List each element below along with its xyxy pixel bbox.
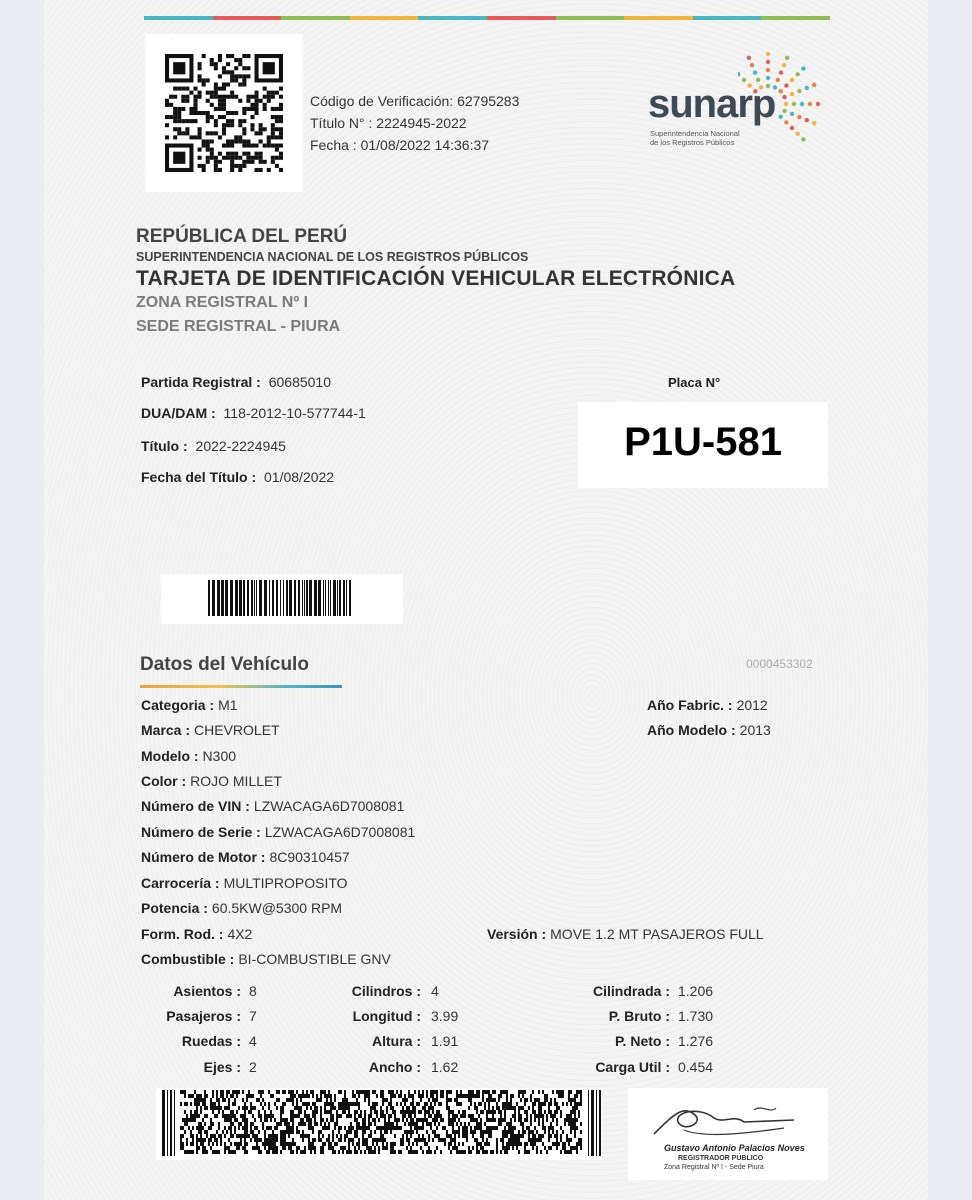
pbruto-value: 1.730 <box>678 1008 714 1024</box>
fecha-titulo-row <box>141 469 334 485</box>
qr-code-icon <box>165 54 283 172</box>
cilindrada-value-cell <box>674 983 713 999</box>
serie-label: Número de Serie : <box>141 824 261 840</box>
combustible-label: Combustible : <box>141 951 235 967</box>
asientos-value: 8 <box>249 983 257 999</box>
cilindros-label: Cilindros : <box>351 983 421 999</box>
dua-value: 118-2012-10-577744-1 <box>223 405 366 421</box>
pasajeros-label-cell <box>104 1008 241 1024</box>
section-title: Datos del Vehículo <box>140 654 309 675</box>
signer-name: Gustavo Antonio Palacios Noves <box>664 1143 805 1153</box>
anio-modelo-row <box>647 722 771 738</box>
stripe-segment <box>556 16 625 20</box>
altura-label: Altura : <box>372 1033 421 1049</box>
stripe-segment <box>350 16 419 20</box>
titulo-row <box>141 438 286 454</box>
modelo-row <box>141 748 236 764</box>
vehicle-card <box>44 0 928 1200</box>
stripe-segment <box>144 16 213 20</box>
ruedas-value-cell <box>245 1033 257 1049</box>
dua-row <box>141 405 366 421</box>
serie-row <box>141 824 415 840</box>
version-row <box>487 926 764 942</box>
ruedas-label-cell <box>104 1033 241 1049</box>
stripe-segment <box>281 16 350 20</box>
color-value: ROJO MILLET <box>190 773 282 789</box>
longitud-label: Longitud : <box>352 1008 421 1024</box>
pasajeros-value-cell <box>245 1008 257 1024</box>
cilindrada-label: Cilindrada : <box>592 983 670 999</box>
modelo-value: N300 <box>202 748 237 764</box>
anio-modelo-value: 2013 <box>739 722 771 738</box>
version-label: Versión : <box>487 926 547 942</box>
ancho-label-cell <box>284 1059 421 1075</box>
asientos-value-cell <box>245 983 257 999</box>
ejes-value: 2 <box>249 1059 257 1075</box>
pasajeros-value: 7 <box>249 1008 257 1024</box>
modelo-label: Modelo : <box>141 748 199 764</box>
document-title: TARJETA DE IDENTIFICACIÓN VEHICULAR ELECTRÓNICA <box>136 267 736 290</box>
cilindros-label-cell <box>284 983 421 999</box>
plate-number: P1U-581 <box>624 420 782 464</box>
fecha-titulo-value: 01/08/2022 <box>264 469 335 485</box>
signature-icon <box>644 1094 804 1144</box>
title-number: Título N° : 2224945-2022 <box>310 115 467 131</box>
marca-value: CHEVROLET <box>194 722 280 738</box>
carroceria-value: MULTIPROPOSITO <box>223 875 348 891</box>
altura-label-cell <box>284 1033 421 1049</box>
ejes-label: Ejes : <box>203 1059 241 1075</box>
stripe-segment <box>418 16 487 20</box>
form-rod-value: 4X2 <box>227 926 253 942</box>
potencia-row <box>141 900 342 916</box>
cilindrada-label-cell <box>524 983 670 999</box>
dua-label: DUA/DAM : <box>141 405 216 421</box>
marca-row <box>141 722 280 738</box>
carroceria-row <box>141 875 348 891</box>
form-rod-label: Form. Rod. : <box>141 926 224 942</box>
carga-value-cell <box>674 1059 713 1075</box>
marca-label: Marca : <box>141 722 191 738</box>
logo-subtitle <box>650 129 770 147</box>
anio-fabric-row <box>647 697 768 713</box>
pbruto-label-cell <box>524 1008 670 1024</box>
pbruto-label: P. Bruto : <box>608 1008 670 1024</box>
cilindros-value-cell <box>427 983 439 999</box>
vin-row <box>141 798 404 814</box>
sede-registral: SEDE REGISTRAL - PIURA <box>136 318 341 335</box>
issue-date: Fecha : 01/08/2022 14:36:37 <box>310 137 490 153</box>
logo-subtitle-line2: de los Registros Públicos <box>650 138 735 147</box>
ancho-label: Ancho : <box>368 1059 421 1075</box>
ruedas-value: 4 <box>249 1033 257 1049</box>
cilindrada-value: 1.206 <box>678 983 714 999</box>
stripe-segment <box>761 16 830 20</box>
carroceria-label: Carrocería : <box>141 875 220 891</box>
carga-value: 0.454 <box>678 1059 714 1075</box>
color-label: Color : <box>141 773 187 789</box>
barcode-icon <box>208 580 354 616</box>
longitud-value-cell <box>427 1008 458 1024</box>
asientos-label: Asientos : <box>173 983 241 999</box>
categoria-label: Categoria : <box>141 697 215 713</box>
longitud-value: 3.99 <box>431 1008 459 1024</box>
anio-fabric-value: 2012 <box>736 697 768 713</box>
partida-row <box>141 374 331 390</box>
combustible-row <box>141 951 391 967</box>
pbruto-value-cell <box>674 1008 713 1024</box>
motor-value: 8C90310457 <box>269 849 350 865</box>
pneto-value-cell <box>674 1033 713 1049</box>
combustible-value: BI-COMBUSTIBLE GNV <box>238 951 391 967</box>
signer-role: REGISTRADOR PÚBLICO <box>678 1155 764 1162</box>
carga-label-cell <box>524 1059 670 1075</box>
categoria-value: M1 <box>218 697 238 713</box>
ancho-value-cell <box>427 1059 458 1075</box>
titulo-label: Título : <box>141 438 188 454</box>
agency-title: SUPERINTENDENCIA NACIONAL DE LOS REGISTROS PÚBLICOS <box>136 250 529 264</box>
serie-value: LZWACAGA6D7008081 <box>264 824 416 840</box>
categoria-row <box>141 697 238 713</box>
partida-value: 60685010 <box>268 374 332 390</box>
logo-word: sunarp <box>648 82 776 126</box>
vin-value: LZWACAGA6D7008081 <box>253 798 405 814</box>
pneto-label: P. Neto : <box>615 1033 670 1049</box>
pneto-value: 1.276 <box>678 1033 714 1049</box>
longitud-label-cell <box>284 1008 421 1024</box>
zona-registral: ZONA REGISTRAL Nº I <box>136 294 309 311</box>
version-value: MOVE 1.2 MT PASAJEROS FULL <box>550 926 764 942</box>
fecha-titulo-label: Fecha del Título : <box>141 469 257 485</box>
color-row <box>141 773 282 789</box>
logo-subtitle-line1: Superintendencia Nacional <box>650 129 740 138</box>
potencia-label: Potencia : <box>141 900 208 916</box>
ejes-value-cell <box>245 1059 257 1075</box>
cilindros-value: 4 <box>431 983 439 999</box>
potencia-value: 60.5KW@5300 RPM <box>211 900 343 916</box>
plate-label: Placa N° <box>668 375 721 390</box>
section-underline <box>140 685 342 688</box>
pasajeros-label: Pasajeros : <box>166 1008 241 1024</box>
stripe-segment <box>693 16 762 20</box>
color-stripe <box>144 16 830 20</box>
verification-code: Código de Verificación: 62795283 <box>310 93 520 109</box>
stripe-segment <box>487 16 556 20</box>
vin-label: Número de VIN : <box>141 798 250 814</box>
anio-fabric-label: Año Fabric. : <box>647 697 733 713</box>
ejes-label-cell <box>104 1059 241 1075</box>
serial-number: 0000453302 <box>746 657 813 671</box>
motor-label: Número de Motor : <box>141 849 266 865</box>
ruedas-label: Ruedas : <box>181 1033 241 1049</box>
pneto-label-cell <box>524 1033 670 1049</box>
signer-zone: Zona Registral Nº I - Sede Piura <box>664 1164 764 1171</box>
pdf417-barcode-icon <box>162 1090 602 1156</box>
altura-value-cell <box>427 1033 458 1049</box>
altura-value: 1.91 <box>431 1033 459 1049</box>
country-title: REPÚBLICA DEL PERÚ <box>136 226 348 247</box>
carga-label: Carga Util : <box>595 1059 670 1075</box>
motor-row <box>141 849 350 865</box>
partida-label: Partida Registral : <box>141 374 261 390</box>
form-rod-row <box>141 926 252 942</box>
titulo-value: 2022-2224945 <box>195 438 286 454</box>
stripe-segment <box>213 16 282 20</box>
stripe-segment <box>624 16 693 20</box>
anio-modelo-label: Año Modelo : <box>647 722 736 738</box>
ancho-value: 1.62 <box>431 1059 459 1075</box>
asientos-label-cell <box>104 983 241 999</box>
